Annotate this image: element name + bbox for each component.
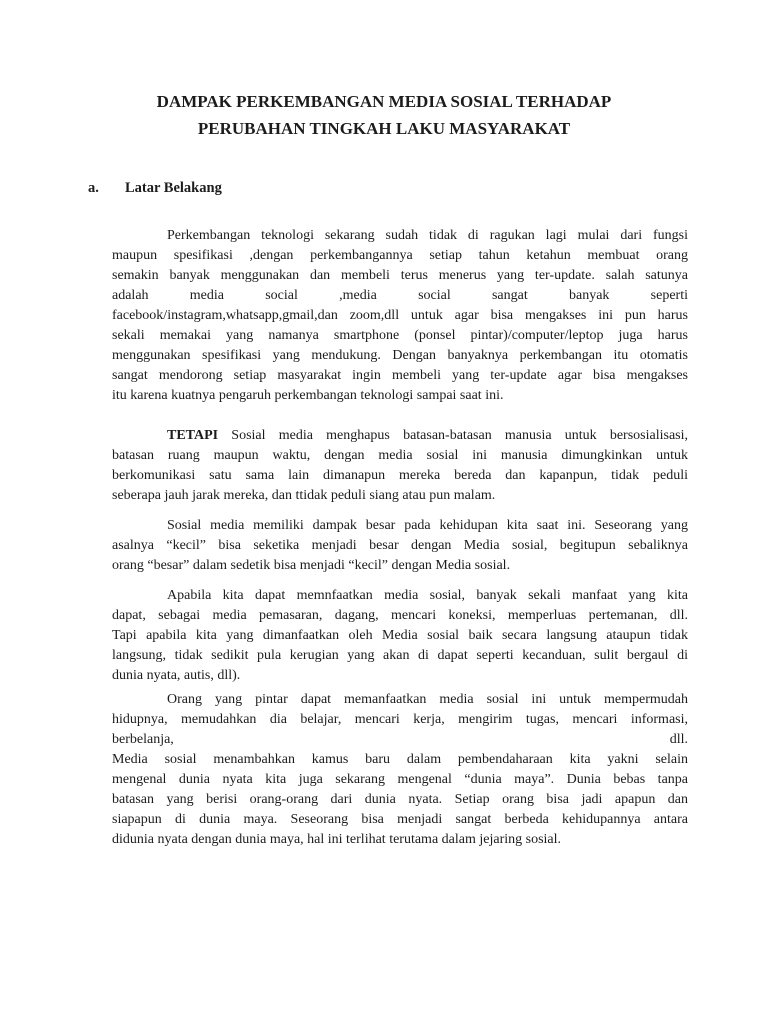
document-title-line-2: PERUBAHAN TINGKAH LAKU MASYARAKAT xyxy=(197,119,571,138)
text-line: hidupnya, memudahkan dia belajar, mencari kerja, mengirim tugas, mencari informasi, xyxy=(112,712,688,727)
text-line: didunia nyata dengan dunia maya, hal ini terlihat terutama dalam jejaring sosial. xyxy=(112,832,562,847)
text-line: dapat, sebagai media pemasaran, dagang, mencari koneksi, memperluas pertemanan, dll. xyxy=(112,608,688,623)
section-heading: Latar Belakang xyxy=(125,180,222,196)
text-line: Apabila kita dapat memnfaatkan media sosial, banyak sekali manfaat yang kita xyxy=(167,588,688,603)
section-heading-row xyxy=(88,178,768,198)
text-line: langsung, tidak sedikit pula kerugian yang akan di dapat seperti kecanduan, sulit bergaul di xyxy=(112,648,688,663)
text-line: berbelanja, dll. xyxy=(112,732,688,747)
text-line: sekali memakai yang namanya smartphone (ponsel pintar)/computer/leptop juga harus xyxy=(112,328,688,343)
text-line: Sosial media memiliki dampak besar pada kehidupan kita saat ini. Seseorang yang xyxy=(167,518,688,533)
text-line: maupun spesifikasi ,dengan perkembangannya setiap tahun ketahun membuat orang xyxy=(112,248,688,263)
text-line: Media sosial menambahkan kamus baru dalam pembendaharaan kita yakni selain xyxy=(112,752,688,767)
text-line: batasan yang berisi orang-orang dari dunia nyata. Setiap orang bisa jadi apapun dan xyxy=(112,792,688,807)
paragraph xyxy=(112,586,688,686)
text-line: semakin banyak menggunakan dan membeli terus menerus yang ter-update. salah satunya xyxy=(112,268,688,283)
text-line: sangat mendorong setiap masyarakat ingin membeli yang ter-update agar bisa mengakses xyxy=(112,368,688,383)
text-line: Perkembangan teknologi sekarang sudah tidak di ragukan lagi mulai dari fungsi xyxy=(167,228,688,243)
paragraph xyxy=(112,690,688,850)
text-line: berkomunikasi satu sama lain dimanapun mereka bereda dan kapanpun, tidak peduli xyxy=(112,468,688,483)
section-list-label: a. xyxy=(88,180,99,196)
text-line: menggunakan spesifikasi yang mendukung. Dengan banyaknya perkembangan itu otomatis xyxy=(112,348,688,363)
text-line: Tapi apabila kita yang dimanfaatkan oleh Media sosial baik secara langsung ataupun tidak xyxy=(112,628,688,643)
paragraph xyxy=(112,426,688,506)
paragraphs xyxy=(112,226,688,850)
paragraph xyxy=(112,516,688,576)
text-line xyxy=(112,426,688,446)
text-line: dunia nyata, autis, dll). xyxy=(112,668,241,683)
text-line: mengenal dunia nyata kita juga sekarang mengenal “dunia maya”. Dunia bebas tanpa xyxy=(112,772,688,787)
document-title xyxy=(0,0,768,142)
paragraph xyxy=(112,226,688,406)
text-line: asalnya “kecil” bisa seketika menjadi besar dengan Media sosial, begitupun sebaliknya xyxy=(112,538,688,553)
text-line: Orang yang pintar dapat memanfaatkan media sosial ini untuk mempermudah xyxy=(167,692,688,707)
text-line: batasan ruang maupun waktu, dengan media sosial ini manusia dimungkinkan untuk xyxy=(112,448,688,463)
text-line: siapapun di dunia maya. Seseorang bisa menjadi sangat berbeda kehidupannya antara xyxy=(112,812,688,827)
text-line: adalah media social ,media social sangat banyak seperti xyxy=(112,288,688,303)
text-line: facebook/instagram,whatsapp,gmail,dan zoom,dll untuk agar bisa mengakses ini pun harus xyxy=(112,308,688,323)
text-line: seberapa jauh jarak mereka, dan ttidak peduli siang atau pun malam. xyxy=(112,488,496,503)
document-title-line-1: DAMPAK PERKEMBANGAN MEDIA SOSIAL TERHADAP xyxy=(156,92,612,111)
text-line: orang “besar” dalam sedetik bisa menjadi “kecil” dengan Media sosial. xyxy=(112,558,511,573)
text-run: Sosial media menghapus batasan-batasan manusia untuk bersosialisasi, xyxy=(218,428,688,443)
text-line: itu karena kuatnya pengaruh perkembangan teknologi sampai saat ini. xyxy=(112,388,504,403)
bold-text-run: TETAPI xyxy=(167,428,219,443)
